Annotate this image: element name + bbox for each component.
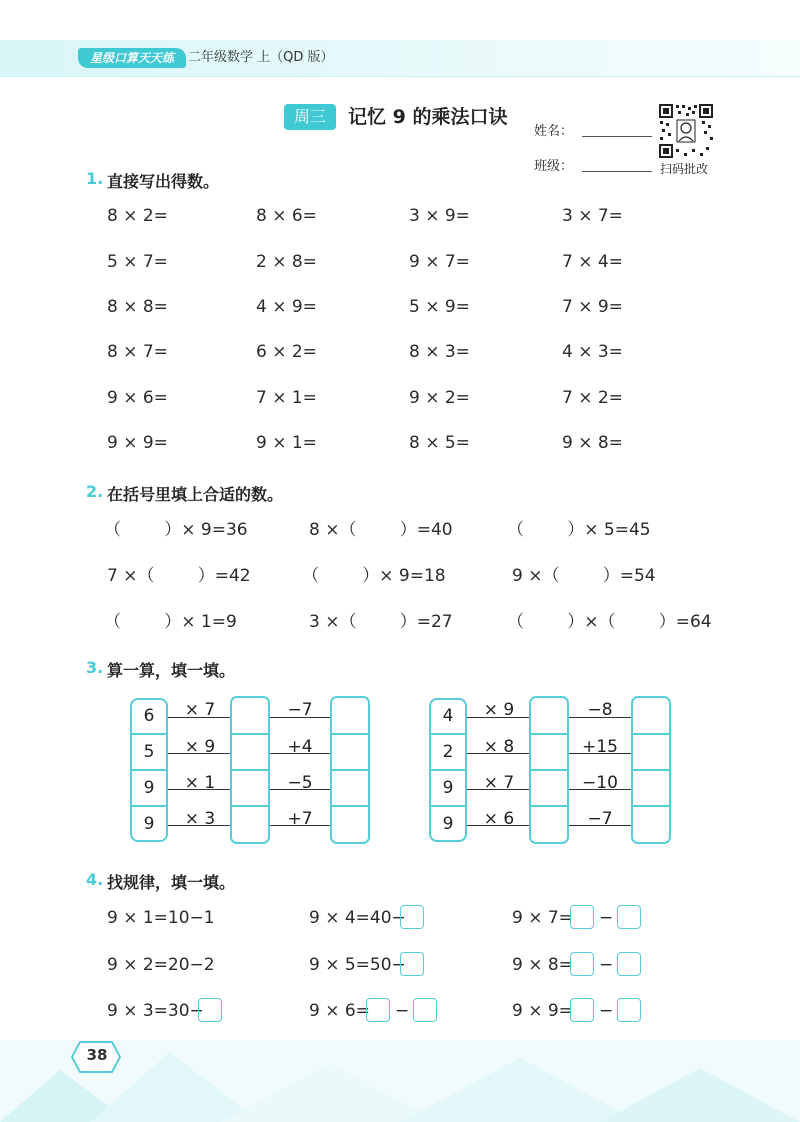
s1-problem: 8 × 2= <box>107 206 168 226</box>
answer-box[interactable] <box>400 952 424 976</box>
s1-problem: 5 × 9= <box>409 297 470 317</box>
row-divider <box>330 769 370 771</box>
row-divider <box>130 805 168 807</box>
s1-problem: 4 × 9= <box>256 297 317 317</box>
answer-box[interactable] <box>617 952 641 976</box>
s2-problem[interactable]: （ ）× 9=36 <box>104 520 248 540</box>
s1-problem: 8 × 3= <box>409 342 470 362</box>
row-divider <box>429 805 467 807</box>
s1-problem: 8 × 6= <box>256 206 317 226</box>
row-divider <box>330 805 370 807</box>
pattern-expression: 9 × 4=40− <box>309 908 406 928</box>
pattern-expression: 9 × 6= <box>309 1001 370 1021</box>
s2-problem[interactable]: （ ）×（ ）=64 <box>507 612 712 632</box>
s2-problem[interactable]: （ ）× 5=45 <box>507 520 651 540</box>
pattern-expression: 9 × 8= <box>512 955 573 975</box>
s1-problem: 7 × 4= <box>562 252 623 272</box>
s2-problem[interactable]: （ ）× 1=9 <box>104 612 237 632</box>
operation-label: × 6 <box>483 809 515 829</box>
start-number: 5 <box>143 742 155 762</box>
row-divider <box>130 733 168 735</box>
answer-box[interactable] <box>413 998 437 1022</box>
s1-problem: 5 × 7= <box>107 252 168 272</box>
answer-box[interactable] <box>570 905 594 929</box>
operation-label: × 1 <box>184 773 216 793</box>
pattern-expression: 9 × 7= <box>512 908 573 928</box>
name-line <box>582 136 652 137</box>
row-divider <box>330 733 370 735</box>
lesson-title: 记忆 9 的乘法口诀 <box>348 106 508 128</box>
s1-problem: 9 × 9= <box>107 433 168 453</box>
series-tag: 星级口算天天练 <box>78 48 186 68</box>
operation-label: × 7 <box>483 773 515 793</box>
s1-problem: 8 × 8= <box>107 297 168 317</box>
row-divider <box>230 769 270 771</box>
section-3-title: 算一算，填一填。 <box>107 661 236 680</box>
s1-problem: 9 × 8= <box>562 433 623 453</box>
name-label: 姓名： <box>534 124 574 139</box>
row-divider <box>529 733 569 735</box>
section-4-number: 4. <box>86 870 104 889</box>
qr-code-icon[interactable] <box>658 103 714 159</box>
s1-problem: 4 × 3= <box>562 342 623 362</box>
answer-box[interactable] <box>617 905 641 929</box>
pattern-expression: 9 × 9= <box>512 1001 573 1021</box>
section-2-number: 2. <box>86 482 104 501</box>
s1-problem: 8 × 5= <box>409 433 470 453</box>
operation-label: +4 <box>287 737 313 757</box>
start-number: 6 <box>143 706 155 726</box>
qr-label: 扫码批改 <box>660 162 709 176</box>
start-number: 2 <box>442 742 454 762</box>
page-number: 38 <box>86 1046 108 1064</box>
s1-problem: 6 × 2= <box>256 342 317 362</box>
answer-box[interactable] <box>570 998 594 1022</box>
operation-label: −10 <box>582 773 618 793</box>
pattern-expression: 9 × 1=10−1 <box>107 908 215 928</box>
start-number: 4 <box>442 706 454 726</box>
answer-box[interactable] <box>366 998 390 1022</box>
header-divider <box>0 76 800 77</box>
answer-box[interactable] <box>400 905 424 929</box>
minus-sign: − <box>599 1001 614 1021</box>
row-divider <box>529 805 569 807</box>
operation-label: −7 <box>287 700 313 720</box>
s2-problem[interactable]: 9 ×（ ）=54 <box>512 566 656 586</box>
minus-sign: − <box>395 1001 410 1021</box>
start-number: 9 <box>442 778 454 798</box>
operation-label: +7 <box>287 809 313 829</box>
s1-problem: 8 × 7= <box>107 342 168 362</box>
start-number: 9 <box>442 814 454 834</box>
answer-box[interactable] <box>198 998 222 1022</box>
pattern-expression: 9 × 2=20−2 <box>107 955 215 975</box>
class-line <box>582 171 652 172</box>
section-1-title: 直接写出得数。 <box>107 172 220 191</box>
section-4-title: 找规律，填一填。 <box>107 873 236 892</box>
operation-label: −5 <box>287 773 313 793</box>
section-2-title: 在括号里填上合适的数。 <box>107 485 284 504</box>
answer-box[interactable] <box>617 998 641 1022</box>
row-divider <box>631 733 671 735</box>
s2-problem[interactable]: 7 ×（ ）=42 <box>107 566 251 586</box>
book-title: 二年级数学 上（QD 版） <box>188 50 334 65</box>
operation-label: −7 <box>587 809 613 829</box>
section-3-number: 3. <box>86 658 104 677</box>
s1-problem: 7 × 2= <box>562 388 623 408</box>
s1-problem: 3 × 9= <box>409 206 470 226</box>
s1-problem: 7 × 1= <box>256 388 317 408</box>
operation-label: × 9 <box>184 737 216 757</box>
operation-label: +15 <box>582 737 618 757</box>
s2-problem[interactable]: 3 ×（ ）=27 <box>309 612 453 632</box>
row-divider <box>230 733 270 735</box>
s1-problem: 9 × 1= <box>256 433 317 453</box>
s1-problem: 3 × 7= <box>562 206 623 226</box>
pattern-expression: 9 × 3=30− <box>107 1001 204 1021</box>
operation-label: × 7 <box>184 700 216 720</box>
class-label: 班级： <box>534 159 574 174</box>
s2-problem[interactable]: （ ）× 9=18 <box>302 566 446 586</box>
row-divider <box>631 769 671 771</box>
row-divider <box>529 769 569 771</box>
pattern-expression: 9 × 5=50− <box>309 955 406 975</box>
row-divider <box>429 769 467 771</box>
start-number: 9 <box>143 778 155 798</box>
operation-label: × 3 <box>184 809 216 829</box>
minus-sign: − <box>599 908 614 928</box>
start-number: 9 <box>143 814 155 834</box>
row-divider <box>429 733 467 735</box>
s1-problem: 9 × 2= <box>409 388 470 408</box>
section-1-number: 1. <box>86 169 104 188</box>
row-divider <box>631 805 671 807</box>
minus-sign: − <box>599 955 614 975</box>
s1-problem: 7 × 9= <box>562 297 623 317</box>
s1-problem: 9 × 6= <box>107 388 168 408</box>
row-divider <box>230 805 270 807</box>
operation-label: −8 <box>587 700 613 720</box>
operation-label: × 8 <box>483 737 515 757</box>
s1-problem: 9 × 7= <box>409 252 470 272</box>
answer-box[interactable] <box>570 952 594 976</box>
s1-problem: 2 × 8= <box>256 252 317 272</box>
row-divider <box>130 769 168 771</box>
operation-label: × 9 <box>483 700 515 720</box>
s2-problem[interactable]: 8 ×（ ）=40 <box>309 520 453 540</box>
day-badge: 周三 <box>284 104 336 130</box>
